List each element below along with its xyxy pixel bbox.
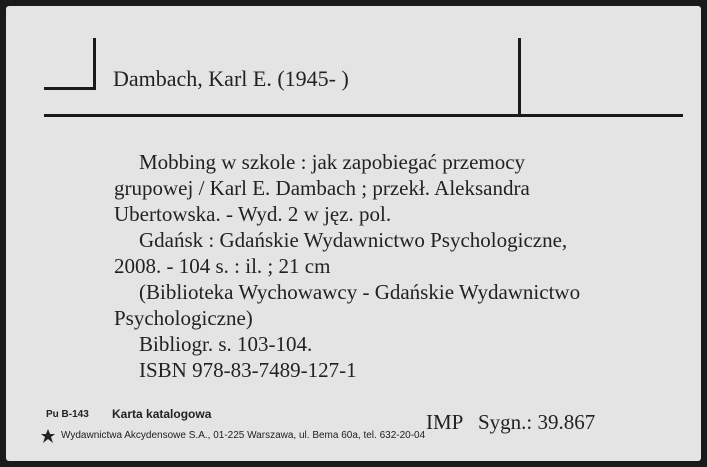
imprint-line-1: Gdańsk : Gdańskie Wydawnictwo Psychologiczne, (139, 228, 568, 252)
author-heading: Dambach, Karl E. (1945- ) (113, 66, 349, 91)
right-vertical-rule (518, 38, 521, 116)
form-name: Karta katalogowa (112, 407, 212, 421)
title-line-1: Mobbing w szkole : jak zapobiegać przemocy (139, 150, 526, 174)
stamp-prefix: IMP (426, 410, 464, 434)
title-line-3: Ubertowska. - Wyd. 2 w jęz. pol. (114, 202, 392, 226)
main-horizontal-rule (44, 114, 683, 117)
catalog-card (6, 6, 701, 461)
left-vertical-rule (93, 38, 96, 90)
printer-info: Wydawnictwa Akcydensowe S.A., 01-225 Warszawa, ul. Bema 60a, tel. 632-20-04 (61, 430, 426, 441)
imprint-line-2: 2008. - 104 s. : il. ; 21 cm (114, 254, 331, 278)
bibliography-note: Bibliogr. s. 103-104. (139, 332, 313, 356)
call-number: Sygn.: 39.867 (478, 410, 596, 434)
title-line-2: grupowej / Karl E. Dambach ; przekł. Aleksandra (114, 176, 530, 200)
publisher-logo-icon (40, 428, 56, 444)
series-line-1: (Biblioteka Wychowawcy - Gdańskie Wydawnictwo (139, 280, 581, 304)
left-horizontal-rule (44, 87, 96, 90)
form-code: Pu B-143 (46, 409, 89, 420)
series-line-2: Psychologiczne) (114, 306, 253, 330)
isbn-line: ISBN 978-83-7489-127-1 (139, 358, 357, 382)
